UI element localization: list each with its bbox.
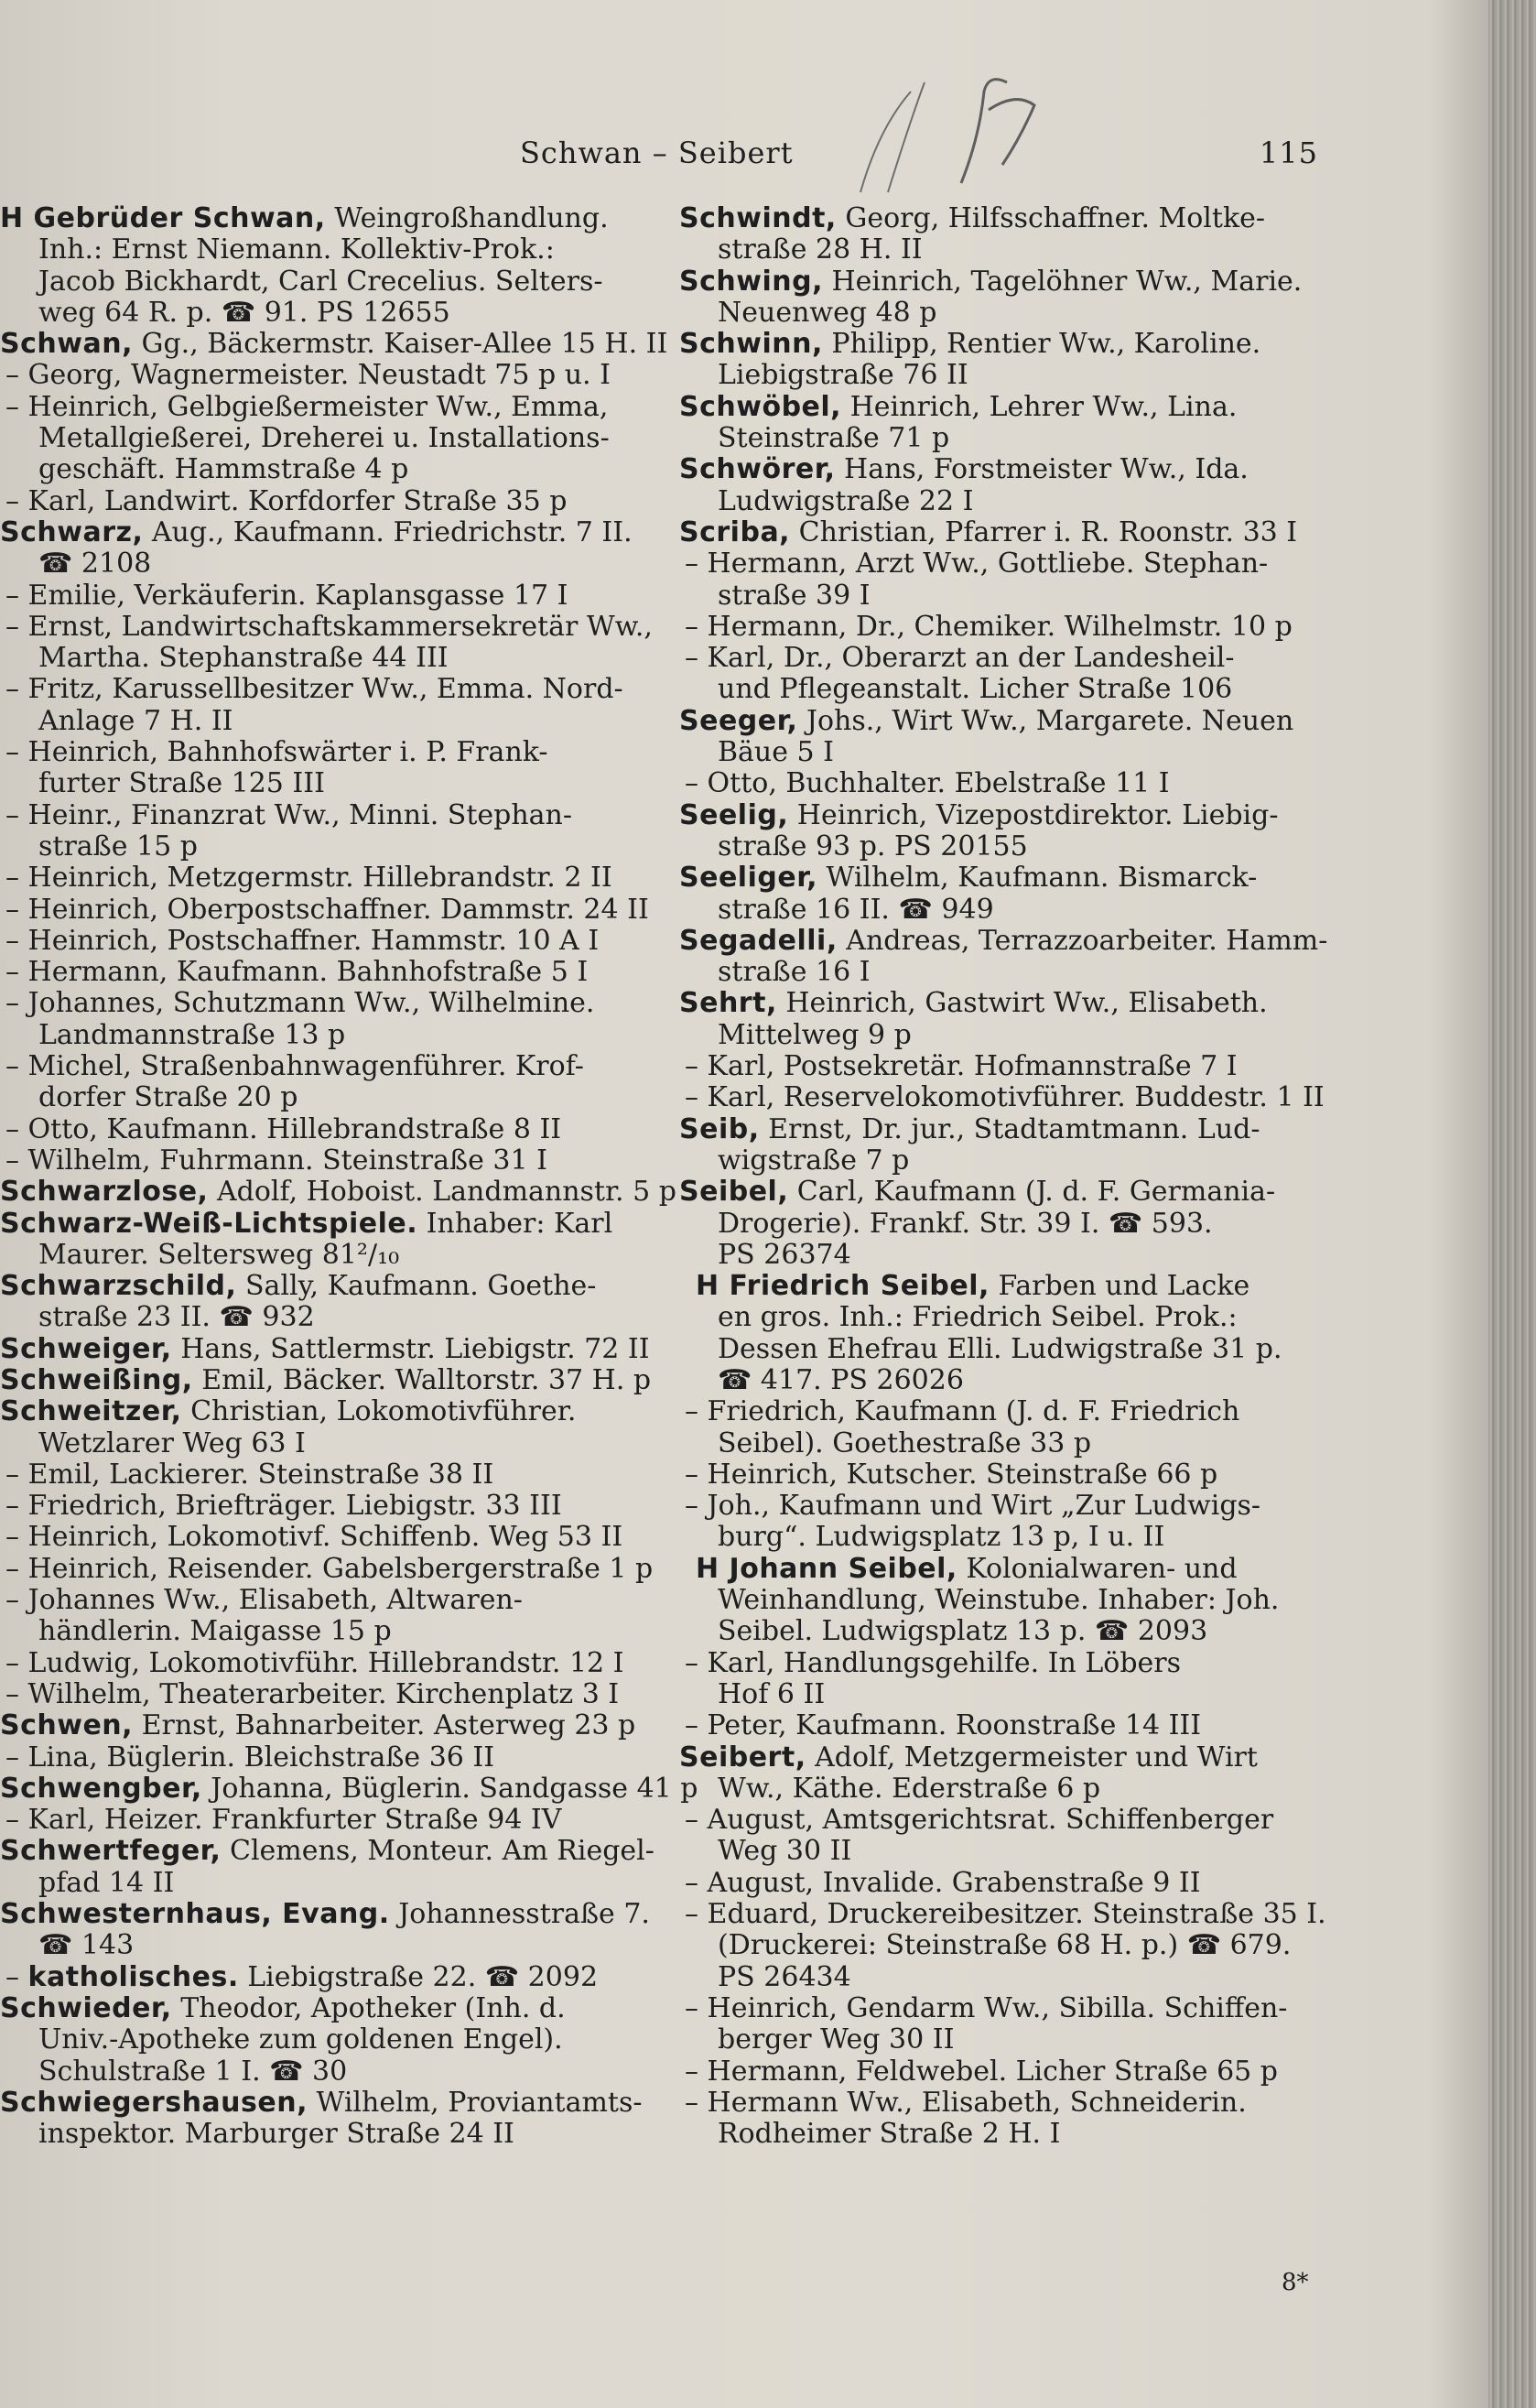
entry-text: Anlage 7 H. II xyxy=(38,704,233,737)
entry-text: Christian, Pfarrer i. R. Roonstr. 33 I xyxy=(790,515,1298,548)
entry-continuation-line xyxy=(0,1302,648,1333)
entry-name: Seibert, xyxy=(679,1741,806,1773)
directory-entry xyxy=(679,1491,1333,1522)
entry-text: Kolonialwaren- und xyxy=(957,1552,1238,1585)
directory-entry xyxy=(0,1145,648,1177)
entry-continuation-line xyxy=(679,234,1333,266)
entry-text: händlerin. Maigasse 15 p xyxy=(38,1615,392,1648)
entry-continuation-line xyxy=(679,674,1333,705)
entry-name: Schwarz, xyxy=(0,515,144,548)
entry-continuation-line xyxy=(679,1020,1333,1051)
entry-text: Friedrich, Kaufmann (J. d. F. Friedrich xyxy=(707,1395,1240,1428)
entry-text: Fritz, Karussellbesitzer Ww., Emma. Nord- xyxy=(27,673,623,706)
entry-continuation-line xyxy=(0,831,648,862)
directory-entry xyxy=(0,1648,648,1679)
directory-entry xyxy=(679,768,1333,799)
directory-entry xyxy=(679,800,1333,831)
entry-text: Bäue 5 I xyxy=(718,736,835,769)
entry-text: straße 16 II. ☎ 949 xyxy=(718,893,994,926)
entry-continuation-line xyxy=(0,1868,648,1899)
entry-text: Dessen Ehefrau Elli. Ludwigstraße 31 p. xyxy=(718,1332,1282,1365)
entry-continuation-line xyxy=(679,298,1333,329)
entry-name: Scriba, xyxy=(679,515,791,548)
entry-text: wigstraße 7 p xyxy=(718,1144,910,1177)
entry-continuation-line xyxy=(0,454,648,485)
entry-continuation-line xyxy=(0,1428,648,1459)
signature-mark: 8* xyxy=(1282,2269,1309,2296)
entry-text: Weg 30 II xyxy=(718,1835,852,1868)
directory-entry xyxy=(0,1051,648,1082)
directory-entry xyxy=(679,329,1333,360)
entry-continuation-line xyxy=(679,1145,1333,1177)
directory-entry xyxy=(679,1396,1333,1427)
entry-continuation-line xyxy=(0,643,648,674)
directory-entry xyxy=(679,454,1333,485)
entry-continuation-line xyxy=(0,266,648,298)
header-title: Schwan – Seibert xyxy=(520,136,794,170)
entry-text: Emil, Lackierer. Steinstraße 38 II xyxy=(27,1458,494,1491)
directory-entry xyxy=(0,1679,648,1710)
directory-entry xyxy=(679,2088,1333,2119)
entry-text: straße 39 I xyxy=(718,579,871,612)
directory-entry xyxy=(679,1554,1333,1585)
entry-text: Seibel. Ludwigsplatz 13 p. ☎ 2093 xyxy=(718,1615,1208,1648)
entry-text: Hermann, Kaufmann. Bahnhofstraße 5 I xyxy=(27,956,589,989)
entry-text: Mittelweg 9 p xyxy=(718,1018,912,1051)
entry-name: Schwan, xyxy=(0,328,133,361)
directory-entry xyxy=(0,486,648,517)
entry-continuation-line xyxy=(679,1334,1333,1365)
entry-text: Drogerie). Frankf. Str. 39 I. ☎ 593. xyxy=(718,1207,1213,1240)
directory-entry xyxy=(0,2088,648,2119)
entry-name: Schwarzschild, xyxy=(0,1270,237,1303)
directory-entry xyxy=(0,1334,648,1365)
entry-name: katholisches. xyxy=(27,1960,239,1993)
entry-continuation-line xyxy=(679,2119,1333,2150)
entry-name: Seibel, xyxy=(679,1176,789,1209)
entry-name: Schwesternhaus, Evang. xyxy=(0,1898,390,1931)
entry-continuation-line xyxy=(679,895,1333,926)
directory-entry xyxy=(0,895,648,926)
entry-text: Hans, Forstmeister Ww., Ida. xyxy=(835,453,1249,486)
entry-continuation-line xyxy=(679,1679,1333,1710)
directory-entry xyxy=(0,517,648,548)
entry-text: Sally, Kaufmann. Goethe- xyxy=(236,1270,597,1303)
directory-entry xyxy=(679,612,1333,643)
directory-entry xyxy=(679,1459,1333,1491)
entry-text: ☎ 2108 xyxy=(38,548,152,580)
entry-text: Wilhelm, Proviantamts- xyxy=(307,2086,643,2119)
entry-continuation-line xyxy=(679,2024,1333,2055)
directory-entry xyxy=(679,1082,1333,1113)
directory-entry xyxy=(0,1899,648,1930)
entry-text: August, Amtsgerichtsrat. Schiffenberger xyxy=(707,1804,1274,1837)
entry-continuation-line xyxy=(679,1773,1333,1805)
entry-text: ☎ 417. PS 26026 xyxy=(718,1363,964,1396)
entry-text: Johannes, Schutzmann Ww., Wilhelmine. xyxy=(27,987,595,1020)
directory-entry xyxy=(0,360,648,391)
entry-continuation-line xyxy=(0,298,648,329)
entry-text: Ernst, Landwirtschaftskammersekretär Ww., xyxy=(27,610,653,643)
entry-text: pfad 14 II xyxy=(38,1866,175,1899)
book-page-edges xyxy=(1488,0,1536,2408)
entry-text: Gg., Bäckermstr. Kaiser-Allee 15 H. II xyxy=(132,328,668,361)
entry-continuation-line xyxy=(0,1020,648,1051)
entry-name: Seeliger, xyxy=(679,862,817,895)
directory-entry xyxy=(679,1742,1333,1773)
entry-name: H Johann Seibel, xyxy=(696,1552,957,1585)
entry-continuation-line xyxy=(679,1302,1333,1333)
entry-continuation-line xyxy=(679,1585,1333,1616)
entry-continuation-line xyxy=(0,768,648,799)
entry-text: Hof 6 II xyxy=(718,1677,826,1710)
entry-text: Otto, Kaufmann. Hillebrandstraße 8 II xyxy=(27,1112,562,1145)
entry-continuation-line xyxy=(679,580,1333,612)
directory-entry xyxy=(0,1835,654,1868)
entry-continuation-line xyxy=(679,423,1333,454)
entry-continuation-line xyxy=(679,1616,1333,1647)
entry-name: H Friedrich Seibel, xyxy=(696,1270,990,1303)
entry-name: Seib, xyxy=(679,1112,760,1145)
entry-text: Hermann, Feldwebel. Licher Straße 65 p xyxy=(707,2055,1278,2088)
entry-text: Weingroßhandlung. xyxy=(325,202,609,234)
page-number: 115 xyxy=(1259,136,1318,170)
entry-continuation-line xyxy=(679,1240,1333,1271)
entry-name: Schwieder, xyxy=(0,1991,172,2024)
directory-entry xyxy=(0,1710,648,1741)
entry-text: dorfer Straße 20 p xyxy=(38,1081,298,1114)
entry-continuation-line xyxy=(679,360,1333,391)
directory-entry xyxy=(0,1271,648,1302)
entry-text: Clemens, Monteur. Am Riegel- xyxy=(221,1835,654,1868)
directory-entry xyxy=(0,1742,648,1773)
directory-entry xyxy=(679,1710,1333,1741)
entry-text: Maurer. Seltersweg 81²/₁₀ xyxy=(38,1238,400,1271)
entry-text: (Druckerei: Steinstraße 68 H. p.) ☎ 679. xyxy=(718,1929,1292,1962)
entry-text: Heinrich, Gelbgießermeister Ww., Emma, xyxy=(27,390,609,423)
directory-entry xyxy=(0,674,648,705)
entry-text: straße 28 H. II xyxy=(718,233,923,266)
entry-text: Heinrich, Vizepostdirektor. Liebig- xyxy=(788,798,1279,831)
entry-text: Emilie, Verkäuferin. Kaplansgasse 17 I xyxy=(27,579,568,612)
entry-text: Heinrich, Bahnhofswärter i. P. Frank- xyxy=(27,736,548,769)
entry-name: H Gebrüder Schwan, xyxy=(0,202,326,234)
entry-text: furter Straße 125 III xyxy=(38,767,325,800)
entry-text: Heinrich, Gendarm Ww., Sibilla. Schiffen- xyxy=(707,1991,1288,2024)
entry-continuation-line xyxy=(679,957,1333,988)
entry-text: Georg, Hilfsschaffner. Moltke- xyxy=(836,202,1266,234)
entry-continuation-line xyxy=(679,486,1333,517)
directory-entry xyxy=(679,548,1333,580)
entry-continuation-line xyxy=(679,1522,1333,1553)
entry-continuation-line xyxy=(0,1240,648,1271)
entry-text: Univ.-Apotheke zum goldenen Engel). xyxy=(38,2023,563,2056)
entry-text: Karl, Handlungsgehilfe. In Löbers xyxy=(707,1646,1182,1679)
entry-name: Schwinn, xyxy=(679,328,823,361)
directory-entry xyxy=(0,1114,648,1145)
directory-entry xyxy=(0,1993,648,2024)
entry-text: Wetzlarer Weg 63 I xyxy=(38,1426,306,1459)
entry-continuation-line xyxy=(679,1365,1333,1396)
entry-text: Heinrich, Oberpostschaffner. Dammstr. 24 II xyxy=(27,893,649,926)
entry-name: Schweiger, xyxy=(0,1332,172,1365)
directory-entry xyxy=(0,1805,648,1836)
directory-entry xyxy=(679,1051,1333,1082)
entry-text: straße 16 I xyxy=(718,956,871,989)
directory-entry xyxy=(679,1114,1333,1145)
entry-text: Georg, Wagnermeister. Neustadt 75 p u. I xyxy=(27,359,611,392)
entry-name: Seelig, xyxy=(679,798,789,831)
entry-text: PS 26434 xyxy=(718,1960,851,1993)
directory-entry xyxy=(679,203,1333,234)
entry-text: Heinrich, Gastwirt Ww., Elisabeth. xyxy=(776,987,1268,1020)
entry-text: Heinrich, Kutscher. Steinstraße 66 p xyxy=(707,1458,1218,1491)
directory-entry xyxy=(0,1552,654,1585)
directory-entry xyxy=(0,926,648,957)
entry-text: Weinhandlung, Weinstube. Inhaber: Joh. xyxy=(718,1584,1280,1617)
directory-entry xyxy=(679,1805,1333,1836)
entry-text: Hermann Ww., Elisabeth, Schneiderin. xyxy=(707,2086,1247,2119)
entry-text: straße 15 p xyxy=(38,830,198,862)
directory-entry xyxy=(0,203,648,234)
directory-entry xyxy=(0,1209,648,1240)
directory-entry xyxy=(679,392,1333,423)
entry-text: Karl, Dr., Oberarzt an der Landesheil- xyxy=(707,642,1235,675)
entry-name: Schwöbel, xyxy=(679,390,842,423)
directory-entry xyxy=(0,610,653,643)
entry-text: Seibel). Goethestraße 33 p xyxy=(718,1426,1092,1459)
entry-text: Heinrich, Tagelöhner Ww., Marie. xyxy=(822,265,1303,298)
entry-text: Joh., Kaufmann und Wirt „Zur Ludwigs- xyxy=(707,1490,1261,1523)
entry-continuation-line xyxy=(679,1836,1333,1867)
entry-text: straße 23 II. ☎ 932 xyxy=(38,1301,315,1334)
entry-text: Lina, Büglerin. Bleichstraße 36 II xyxy=(27,1741,495,1773)
entry-text: Michel, Straßenbahnwagenführer. Krof- xyxy=(27,1050,584,1083)
entry-text: Karl, Landwirt. Korfdorfer Straße 35 p xyxy=(27,484,568,517)
entry-continuation-line xyxy=(0,423,648,454)
entry-text: Martha. Stephanstraße 44 III xyxy=(38,642,449,675)
entry-text: Rodheimer Straße 2 H. I xyxy=(718,2118,1061,2151)
entry-text: burg“. Ludwigsplatz 13 p, I u. II xyxy=(718,1521,1165,1554)
entry-continuation-line xyxy=(679,737,1333,768)
entry-continuation-line xyxy=(679,1962,1333,1993)
right-column xyxy=(679,203,1333,2150)
entry-text: Johannes Ww., Elisabeth, Altwaren- xyxy=(27,1584,523,1617)
directory-entry xyxy=(0,1363,652,1396)
entry-continuation-line xyxy=(679,1930,1333,1961)
entry-text: Ernst, Bahnarbeiter. Asterweg 23 p xyxy=(133,1709,636,1742)
directory-entry xyxy=(0,580,648,612)
entry-text: Ernst, Dr. jur., Stadtamtmann. Lud- xyxy=(759,1112,1260,1145)
directory-entry xyxy=(0,392,648,423)
entry-text: Adolf, Hoboist. Landmannstr. 5 p xyxy=(208,1176,676,1209)
directory-entry xyxy=(0,1176,676,1209)
entry-continuation-line xyxy=(679,1209,1333,1240)
entry-name: Schweitzer, xyxy=(0,1395,182,1428)
entry-name: Seeger, xyxy=(679,704,798,737)
directory-entry xyxy=(679,1271,1333,1302)
directory-entry xyxy=(0,1772,698,1805)
entry-continuation-line xyxy=(0,234,648,266)
directory-entry xyxy=(0,957,648,988)
directory-entry xyxy=(0,737,648,768)
entry-text: geschäft. Hammstraße 4 p xyxy=(38,453,409,486)
entry-name: Schwertfeger, xyxy=(0,1835,222,1868)
directory-entry xyxy=(0,988,648,1019)
entry-continuation-line xyxy=(0,2056,648,2088)
entry-text: Wilhelm, Fuhrmann. Steinstraße 31 I xyxy=(27,1144,547,1177)
directory-entry xyxy=(679,988,1333,1019)
directory-entry xyxy=(0,1962,648,1993)
entry-text: Hans, Sattlermstr. Liebigstr. 72 II xyxy=(171,1332,650,1365)
entry-text: Friedrich, Briefträger. Liebigstr. 33 III xyxy=(27,1490,562,1523)
directory-entry xyxy=(679,1868,1333,1899)
entry-text: Heinrich, Postschaffner. Hammstr. 10 A I xyxy=(27,924,600,957)
entry-text: Jacob Bickhardt, Carl Crecelius. Selters- xyxy=(38,265,603,298)
entry-text: Carl, Kaufmann (J. d. F. Germania- xyxy=(788,1176,1276,1209)
entry-text: Wilhelm, Kaufmann. Bismarck- xyxy=(817,862,1258,895)
entry-name: Schwing, xyxy=(679,265,823,298)
entry-text: Heinrich, Lehrer Ww., Lina. xyxy=(841,390,1238,423)
directory-entry xyxy=(679,1899,1333,1930)
entry-text: Aug., Kaufmann. Friedrichstr. 7 II. xyxy=(143,515,633,548)
entry-name: Schwarzlose, xyxy=(0,1176,209,1209)
directory-entry xyxy=(679,862,1333,894)
entry-text: Heinrich, Lokomotivf. Schiffenb. Weg 53 II xyxy=(27,1521,623,1554)
entry-text: und Pflegeanstalt. Licher Straße 106 xyxy=(718,673,1233,706)
directory-entry xyxy=(679,517,1333,548)
entry-continuation-line xyxy=(0,1930,648,1961)
entry-text: Johs., Wirt Ww., Margarete. Neuen xyxy=(797,704,1294,737)
directory-entry xyxy=(0,1396,648,1427)
entry-text: Heinr., Finanzrat Ww., Minni. Stephan- xyxy=(27,798,573,831)
entry-text: Christian, Lokomotivführer. xyxy=(181,1395,577,1428)
entry-continuation-line xyxy=(0,1082,648,1113)
directory-entry xyxy=(679,643,1333,674)
entry-text: inspektor. Marburger Straße 24 II xyxy=(38,2118,514,2151)
entry-text: Inh.: Ernst Niemann. Kollektiv-Prok.: xyxy=(38,233,555,266)
entry-text: Karl, Postsekretär. Hofmannstraße 7 I xyxy=(707,1050,1238,1083)
entry-text: Schulstraße 1 I. ☎ 30 xyxy=(38,2055,348,2088)
entry-continuation-line xyxy=(0,2024,648,2055)
entry-name: Schwiegershausen, xyxy=(0,2086,308,2119)
entry-text: PS 26374 xyxy=(718,1238,851,1271)
entry-text: Ww., Käthe. Ederstraße 6 p xyxy=(718,1772,1101,1805)
directory-entry xyxy=(679,1993,1333,2024)
directory-entry xyxy=(679,1177,1333,1208)
entry-text: Karl, Heizer. Frankfurter Straße 94 IV xyxy=(27,1804,562,1837)
entry-name: Schwindt, xyxy=(679,202,837,234)
entry-text: Ludwig, Lokomotivführ. Hillebrandstr. 12 I xyxy=(27,1646,624,1679)
directory-entry xyxy=(0,1491,648,1522)
entry-text: straße 93 p. PS 20155 xyxy=(718,830,1028,862)
entry-text: Hermann, Arzt Ww., Gottliebe. Stephan- xyxy=(707,548,1269,580)
entry-text: Neuenweg 48 p xyxy=(718,296,937,329)
entry-text: en gros. Inh.: Friedrich Seibel. Prok.: xyxy=(718,1301,1238,1334)
entry-text: Liebigstraße 22. ☎ 2092 xyxy=(238,1960,599,1993)
entry-continuation-line xyxy=(679,1428,1333,1459)
entry-text: Otto, Buchhalter. Ebelstraße 11 I xyxy=(707,767,1170,800)
entry-name: Segadelli, xyxy=(679,924,838,957)
entry-text: August, Invalide. Grabenstraße 9 II xyxy=(707,1866,1201,1899)
entry-text: Metallgießerei, Dreherei u. Installations- xyxy=(38,422,610,455)
directory-entry xyxy=(679,706,1333,737)
entry-name: Schweißing, xyxy=(0,1363,193,1396)
entry-text: Karl, Reservelokomotivführer. Buddestr. 1 II xyxy=(707,1081,1325,1114)
entry-text: Johannesstraße 7. xyxy=(389,1898,650,1931)
entry-continuation-line xyxy=(0,1616,648,1647)
entry-text: Andreas, Terrazzoarbeiter. Hamm- xyxy=(837,924,1328,957)
directory-entry xyxy=(0,862,648,894)
entry-text: Farben und Lacke xyxy=(989,1270,1250,1303)
entry-text: Heinrich, Reisender. Gabelsbergerstraße 1 p xyxy=(27,1552,654,1585)
entry-continuation-line xyxy=(0,2119,648,2150)
entry-continuation-line xyxy=(0,548,648,580)
entry-name: Schwen, xyxy=(0,1709,134,1742)
directory-entry xyxy=(0,1522,648,1553)
directory-entry xyxy=(679,266,1333,298)
entry-continuation-line xyxy=(0,706,648,737)
left-column xyxy=(0,202,698,2151)
entry-text: ☎ 143 xyxy=(38,1929,135,1962)
entry-text: Emil, Bäcker. Walltorstr. 37 H. p xyxy=(192,1363,652,1396)
directory-entry xyxy=(0,1459,648,1491)
entry-text: Liebigstraße 76 II xyxy=(718,359,968,392)
entry-text: Ludwigstraße 22 I xyxy=(718,484,974,517)
entry-text: Hermann, Dr., Chemiker. Wilhelmstr. 10 p xyxy=(707,610,1293,643)
entry-text: Peter, Kaufmann. Roonstraße 14 III xyxy=(707,1709,1202,1742)
directory-entry xyxy=(0,800,648,831)
entry-text: Theodor, Apotheker (Inh. d. xyxy=(171,1991,566,2024)
directory-entry xyxy=(679,2056,1333,2088)
running-header xyxy=(513,136,1318,181)
entry-name: Schwengber, xyxy=(0,1772,202,1805)
entry-name: Schwörer, xyxy=(679,453,836,486)
entry-text: Inhaber: Karl xyxy=(417,1207,613,1240)
entry-text: berger Weg 30 II xyxy=(718,2023,955,2056)
entry-text: weg 64 R. p. ☎ 91. PS 12655 xyxy=(38,296,450,329)
entry-text: Philipp, Rentier Ww., Karoline. xyxy=(822,328,1261,361)
entry-text: Landmannstraße 13 p xyxy=(38,1018,346,1051)
directory-entry xyxy=(0,328,668,361)
entry-text: Johanna, Büglerin. Sandgasse 41 p xyxy=(201,1772,698,1805)
directory-entry xyxy=(679,1648,1333,1679)
directory-entry xyxy=(0,1585,648,1616)
entry-name: Schwarz-Weiß-Lichtspiele. xyxy=(0,1207,418,1240)
entry-continuation-line xyxy=(679,831,1333,862)
entry-text: Eduard, Druckereibesitzer. Steinstraße 35 I. xyxy=(707,1898,1326,1931)
entry-text: Heinrich, Metzgermstr. Hillebrandstr. 2 II xyxy=(27,862,612,895)
directory-entry xyxy=(679,926,1333,957)
entry-text: Wilhelm, Theaterarbeiter. Kirchenplatz 3 I xyxy=(27,1677,620,1710)
entry-text: Steinstraße 71 p xyxy=(718,422,950,455)
entry-text: Adolf, Metzgermeister und Wirt xyxy=(806,1741,1258,1773)
entry-name: Sehrt, xyxy=(679,987,777,1020)
